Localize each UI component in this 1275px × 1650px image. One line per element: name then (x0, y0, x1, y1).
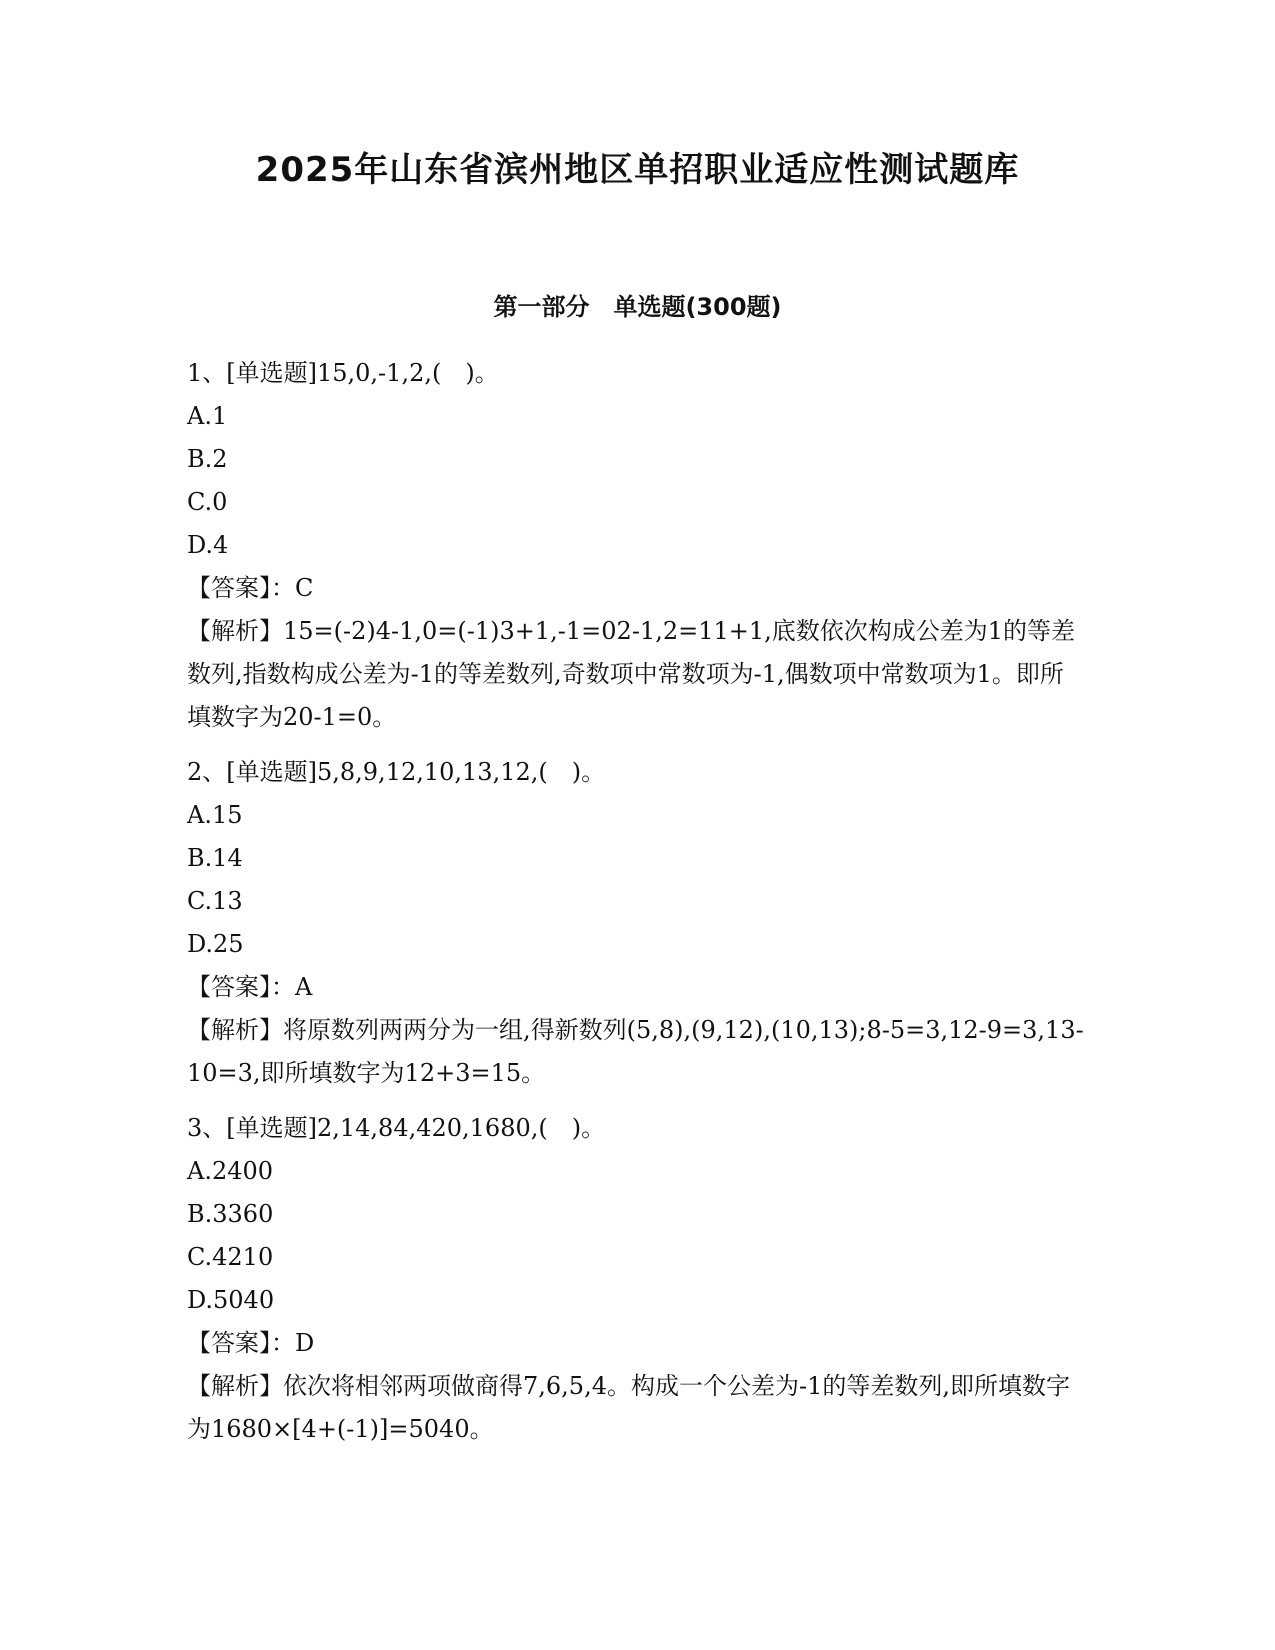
option-a: A.2400 (187, 1157, 274, 1185)
analysis-line (187, 1365, 1087, 1451)
option-b: B.14 (187, 844, 243, 872)
question-item (187, 352, 1087, 739)
analysis-line (187, 1009, 1087, 1095)
option-d: D.4 (187, 531, 229, 559)
document-title: 2025年山东省滨州地区单招职业适应性测试题库 (255, 150, 1020, 190)
analysis-label: 【解析】 (187, 617, 283, 645)
analysis-text: 依次将相邻两项做商得7,6,5,4。构成一个公差为-1的等差数列,即所填数字为1680×[4+(-1)]=5040。 (187, 1372, 1070, 1443)
analysis-text: 15=(-2)4-1,0=(-1)3+1,-1=02-1,2=11+1,底数依次构成公差为1的等差数列,指数构成公差为-1的等差数列,奇数项中常数项为-1,偶数项中常数项为1。即所填数字为20-1=0。 (187, 617, 1076, 731)
answer-label: 【答案】： (187, 1329, 295, 1357)
option-b: B.3360 (187, 1200, 274, 1228)
option-a: A.15 (187, 801, 243, 829)
question-item (187, 751, 1087, 1095)
option-c: C.0 (187, 488, 228, 516)
question-item (187, 1107, 1087, 1451)
analysis-label: 【解析】 (187, 1016, 283, 1044)
analysis-line (187, 610, 1087, 739)
analysis-label: 【解析】 (187, 1372, 283, 1400)
analysis-text: 将原数列两两分为一组,得新数列(5,8),(9,12),(10,13);8-5=3,12-9=3,13-10=3,即所填数字为12+3=15。 (187, 1016, 1084, 1087)
answer-label: 【答案】： (187, 973, 295, 1001)
answer-label: 【答案】： (187, 574, 295, 602)
section-title: 第一部分 单选题(300题) (493, 293, 782, 321)
question-stem: 2、[单选题]5,8,9,12,10,13,12,( )。 (187, 758, 606, 786)
answer-line (187, 966, 1087, 1009)
answer-value: C (295, 574, 314, 602)
option-d: D.25 (187, 930, 244, 958)
option-c: C.13 (187, 887, 243, 915)
option-b: B.2 (187, 445, 228, 473)
question-stem: 1、[单选题]15,0,-1,2,( )。 (187, 359, 499, 387)
answer-value: A (295, 973, 313, 1001)
answer-line (187, 567, 1087, 610)
option-d: D.5040 (187, 1286, 275, 1314)
option-c: C.4210 (187, 1243, 274, 1271)
option-a: A.1 (187, 402, 228, 430)
question-stem: 3、[单选题]2,14,84,420,1680,( )。 (187, 1114, 606, 1142)
answer-value: D (295, 1329, 315, 1357)
answer-line (187, 1322, 1087, 1365)
question-list (187, 352, 1087, 1463)
